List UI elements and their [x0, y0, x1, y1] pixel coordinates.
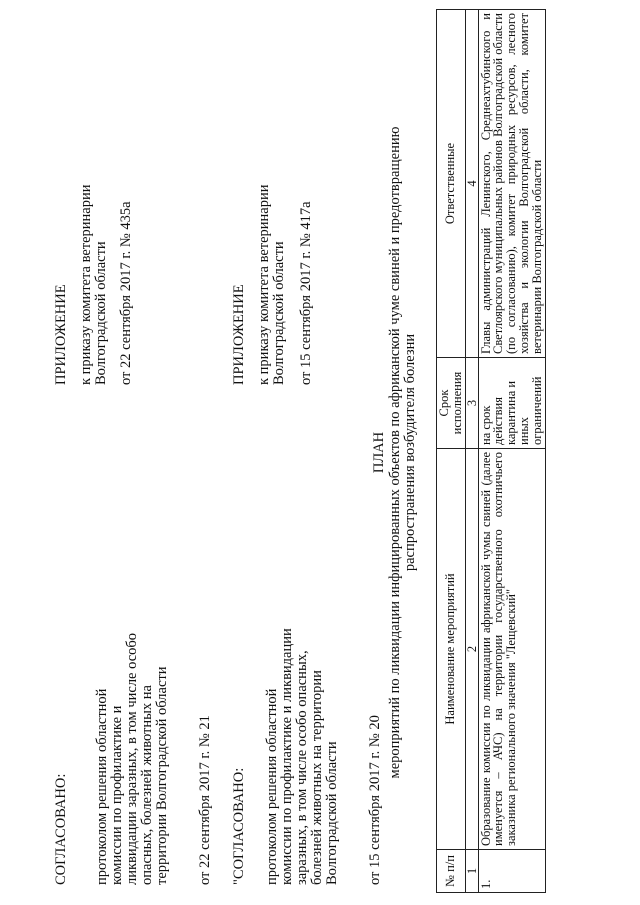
protocol-line: комиссии по профилактике и ликвидации: [279, 628, 295, 885]
plan-title: ПЛАН: [371, 431, 387, 474]
appendix-line: Волгоградской области: [271, 241, 287, 385]
appendix-heading: ПРИЛОЖЕНИЕ: [231, 284, 247, 385]
approval-heading: СОГЛАСОВАНО:: [53, 773, 69, 885]
row-term: на срок действия карантина и иных ограничений: [478, 358, 545, 449]
header-term: Срок исполнения: [437, 358, 466, 449]
header-responsible: Ответственные: [437, 10, 466, 358]
appendix-block-2: [232, 184, 314, 385]
plan-subtitle-line-1: мероприятий по ликвидации инфицированных объектов по африканской чуме свиней и предотвращению: [387, 126, 403, 779]
approval-heading: "СОГЛАСОВАНО:: [231, 767, 247, 885]
appendix-date: от 22 сентября 2017 г. № 435а: [118, 201, 134, 385]
protocol-line: протоколом решения областной: [264, 688, 280, 885]
column-number: 2: [465, 449, 478, 850]
protocol-line: территории Волгоградской области: [154, 666, 170, 885]
row-activity: Образование комиссии по ликвидации африканской чумы свиней (далее именуется – АЧС) на территории государственного охотничьего заказника регионального значения "Лещевский": [478, 449, 545, 850]
appendix-line: Волгоградской области: [93, 241, 109, 385]
appendix-heading: ПРИЛОЖЕНИЕ: [53, 284, 69, 385]
row-responsible: Главы администраций Ленинского, Среднеахтубинского и Светлоярского муниципальных районов Волгоградской области (по согласованию), комитет природных ресурсов, лесного хозяйства и экологии Волгоградской области, комитет ветеринарии Волгоградской области: [478, 10, 545, 358]
protocol-date: от 15 сентября 2017 г. № 20: [367, 715, 383, 885]
protocol-line: комиссии по профилактике и: [109, 705, 125, 885]
protocol-line: Волгоградской области: [324, 741, 340, 885]
appendix-block-1: [54, 184, 134, 385]
table-row: [478, 10, 545, 893]
column-number: 4: [465, 10, 478, 358]
protocol-line: протоколом решения областной: [94, 688, 110, 885]
plan-table: [436, 9, 546, 893]
column-number: 1: [465, 850, 478, 893]
appendix-line: к приказу комитета ветеринарии: [256, 184, 272, 385]
table-header-row: [437, 10, 466, 893]
approval-block-2: [232, 628, 383, 885]
approval-block-1: [54, 633, 213, 885]
appendix-line: к приказу комитета ветеринарии: [78, 184, 94, 385]
table-column-numbers-row: [465, 10, 478, 893]
protocol-line: заразных, в том числе особо опасных,: [294, 650, 310, 885]
column-number: 3: [465, 358, 478, 449]
protocol-line: опасных, болезней животных на: [139, 685, 155, 885]
header-activity: Наименование мероприятий: [437, 449, 466, 850]
protocol-line: болезней животных на территории: [309, 670, 325, 885]
protocol-date: от 22 сентября 2017 г. № 21: [197, 715, 213, 885]
plan-subtitle-line-2: распространения возбудителя болезни: [402, 333, 418, 572]
row-number: 1.: [478, 850, 545, 893]
header-number: № п/п: [437, 850, 466, 893]
protocol-line: ликвидации заразных, в том числе особо: [124, 632, 140, 885]
appendix-date: от 15 сентября 2017 г. № 417а: [298, 201, 314, 385]
